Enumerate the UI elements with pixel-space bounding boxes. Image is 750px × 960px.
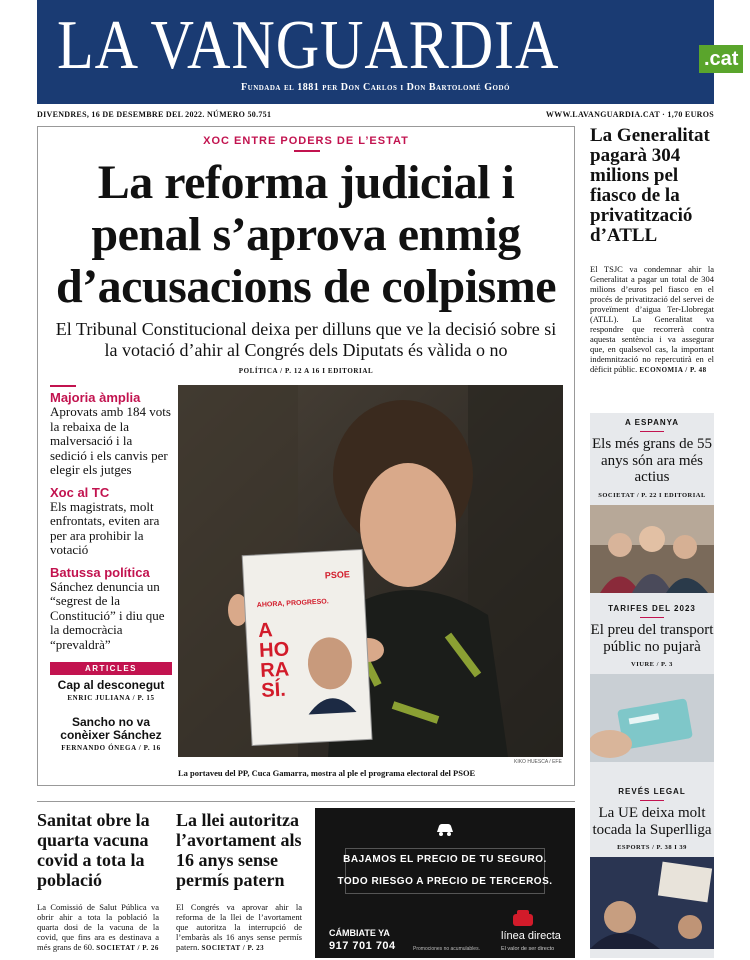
ad-line2: TODO RIESGO A PRECIO DE TERCEROS. bbox=[337, 876, 553, 887]
topic-title[interactable]: Batussa política bbox=[50, 564, 150, 580]
photo-caption: La portaveu del PP, Cuca Gamarra, mostra al ple el programa electoral del PSOE bbox=[178, 768, 476, 778]
masthead bbox=[37, 0, 739, 104]
box-rule bbox=[640, 617, 664, 618]
lead-photo[interactable] bbox=[178, 385, 563, 757]
right-ref: ECONOMIA / P. 48 bbox=[639, 366, 707, 374]
ad-small-print: Promociones no acumulables. bbox=[413, 946, 480, 952]
lead-subhead: El Tribunal Constitucional deixa per dilluns que ve la decisió sobre si la votació d’ahir al Congrés dels Diputats és vàlida o no bbox=[55, 319, 557, 360]
box-photo[interactable] bbox=[590, 674, 714, 762]
bottom-ref: SOCIETAT / P. 26 bbox=[96, 944, 159, 952]
box-photo[interactable] bbox=[590, 505, 714, 593]
right-box bbox=[590, 599, 714, 782]
topic bbox=[50, 485, 172, 558]
opinion-title[interactable]: Sancho no va conèixer Sánchez bbox=[60, 715, 162, 742]
issue-date: DIVENDRES, 16 DE DESEMBRE DEL 2022. NÚMERO 50.751 bbox=[37, 110, 272, 119]
cat-badge: .cat bbox=[699, 45, 743, 73]
box-kicker: TARIFES DEL 2023 bbox=[608, 604, 696, 613]
right-box bbox=[590, 782, 714, 958]
box-headline[interactable]: La UE deixa molt tocada la Superlliga bbox=[592, 805, 712, 838]
topic-title[interactable]: Majoria àmplia bbox=[50, 390, 141, 405]
right-text bbox=[590, 264, 714, 375]
headline-line: penal s’aprova enmig bbox=[91, 208, 521, 261]
bottom-text-body: La Comissió de Salut Pública va obrir ahir a tota la població la quarta dosi de la vacuna de la covid, que fins ara es destinava a més grans de 60. bbox=[37, 902, 159, 952]
card-photo bbox=[590, 674, 714, 762]
newspaper-title: LA VANGUARDIA bbox=[57, 7, 560, 84]
topic-text: Sánchez denuncia un “segrest de la Constitució” i diu que la democràcia “prevaldrà” bbox=[50, 578, 165, 652]
ad-brand: línea directa bbox=[501, 930, 561, 942]
headline-line: La reforma judicial i bbox=[97, 156, 515, 209]
opinion-author: ENRIC JULIANA / P. 15 bbox=[67, 694, 155, 702]
topic bbox=[50, 565, 172, 653]
opinion-author: FERNANDO ÓNEGA / P. 16 bbox=[61, 744, 161, 752]
box-photo[interactable] bbox=[590, 857, 714, 949]
lead-kicker: XOC ENTRE PODERS DE L’ESTAT bbox=[203, 135, 409, 147]
bottom-headline[interactable]: La llei autoritza l’avortament als 16 anys sense permís patern bbox=[176, 810, 302, 890]
box-headline[interactable]: El preu del transport públic no pujarà bbox=[590, 622, 714, 655]
bottom-text bbox=[176, 902, 302, 953]
box-rule bbox=[640, 431, 664, 432]
car-icon bbox=[435, 822, 455, 836]
lead-story bbox=[37, 126, 575, 786]
sign-big: SÍ. bbox=[260, 678, 287, 702]
phone-icon bbox=[511, 908, 535, 928]
site-and-price: WWW.LAVANGUARDIA.CAT · 1,70 EUROS bbox=[545, 110, 714, 119]
sign-big: RA bbox=[259, 658, 290, 682]
photo-credit: KIKO HUESCA / EFE bbox=[514, 759, 562, 765]
ad-cta: CÁMBIATE YA bbox=[329, 928, 390, 938]
box-rule bbox=[640, 800, 664, 801]
bottom-story bbox=[176, 810, 302, 953]
sign-psoe: PSOE bbox=[324, 569, 351, 581]
headline-line: d’acusacions de colpisme bbox=[55, 260, 556, 313]
box-headline[interactable]: Els més grans de 55 anys són ara més actius bbox=[592, 436, 712, 485]
box-kicker: A ESPANYA bbox=[624, 418, 680, 427]
advertisement[interactable] bbox=[315, 808, 575, 958]
box-ref: VIURE / P. 3 bbox=[631, 661, 673, 668]
box-ref: ESPORTS / P. 38 I 39 bbox=[617, 844, 687, 851]
topic bbox=[50, 385, 172, 478]
topic-rule bbox=[50, 385, 76, 387]
kicker-rule bbox=[294, 150, 320, 152]
sign-big: HO bbox=[258, 638, 290, 662]
topic-text: Aprovats amb 184 vots la rebaixa de la malversació i la sedició i els canvis per elegir els jutges bbox=[50, 404, 171, 477]
right-column bbox=[590, 126, 714, 375]
right-text-body: El TSJC va condemnar ahir la Generalitat a pagar un total de 304 milions d’euros pel fiasco en el procés de privatització del servei de proveïment d’aigua Ter-Llobregat (ATLL). La Generalitat va respondre que recorrerà contra aquesta sentència i va assegurar que, en qualsevol cas, la important indemnització no repercutirà en el dèficit públic. bbox=[590, 264, 714, 374]
sign-big: A bbox=[257, 619, 274, 643]
box-kicker: REVÉS LEGAL bbox=[618, 787, 686, 796]
lead-ref: POLÍTICA / P. 12 A 16 I EDITORIAL bbox=[238, 367, 374, 375]
ad-phone: 917 701 704 bbox=[329, 940, 396, 952]
opinion-title[interactable]: Cap al desconegut bbox=[57, 678, 165, 692]
articles-section bbox=[50, 662, 172, 752]
right-box bbox=[590, 413, 714, 599]
bottom-headline[interactable]: Sanitat obre la quarta vacuna covid a tota la població bbox=[37, 810, 150, 890]
bottom-text bbox=[37, 902, 159, 953]
topics-column bbox=[50, 385, 172, 752]
photo-illustration bbox=[178, 385, 563, 757]
elderly-photo bbox=[590, 505, 714, 593]
box-ref: SOCIETAT / P. 22 I EDITORIAL bbox=[598, 491, 706, 499]
topic-text: Els magistrats, molt enfrontats, eviten ara per ara prohibir la votació bbox=[50, 498, 160, 557]
lead-headline[interactable] bbox=[44, 157, 568, 313]
founded-line: Fundada el 1881 per Don Carlos i Don Bartolomé Godó bbox=[241, 82, 510, 93]
bottom-rule bbox=[37, 801, 575, 802]
dateline bbox=[37, 108, 714, 122]
right-headline[interactable]: La Generalitat pagarà 304 milions pel fiasco de la privatització d’ATLL bbox=[590, 125, 710, 246]
bottom-story bbox=[37, 810, 159, 953]
articles-label: ARTICLES bbox=[50, 662, 172, 675]
ad-slogan: El valor de ser directo bbox=[501, 946, 555, 952]
ad-line1: BAJAMOS EL PRECIO DE TU SEGURO. bbox=[343, 854, 547, 865]
sign-text: AHORA, PROGRESO. bbox=[256, 598, 329, 610]
protest-photo bbox=[590, 857, 714, 949]
topic-title[interactable]: Xoc al TC bbox=[50, 484, 110, 500]
bottom-ref: SOCIETAT / P. 23 bbox=[201, 944, 265, 952]
bottom-text-body: El Congrés va aprovar ahir la reforma de la llei de l’avortament que autoritza la interrupció de l’embaràs als 16 anys sense permís patern. bbox=[176, 902, 302, 952]
